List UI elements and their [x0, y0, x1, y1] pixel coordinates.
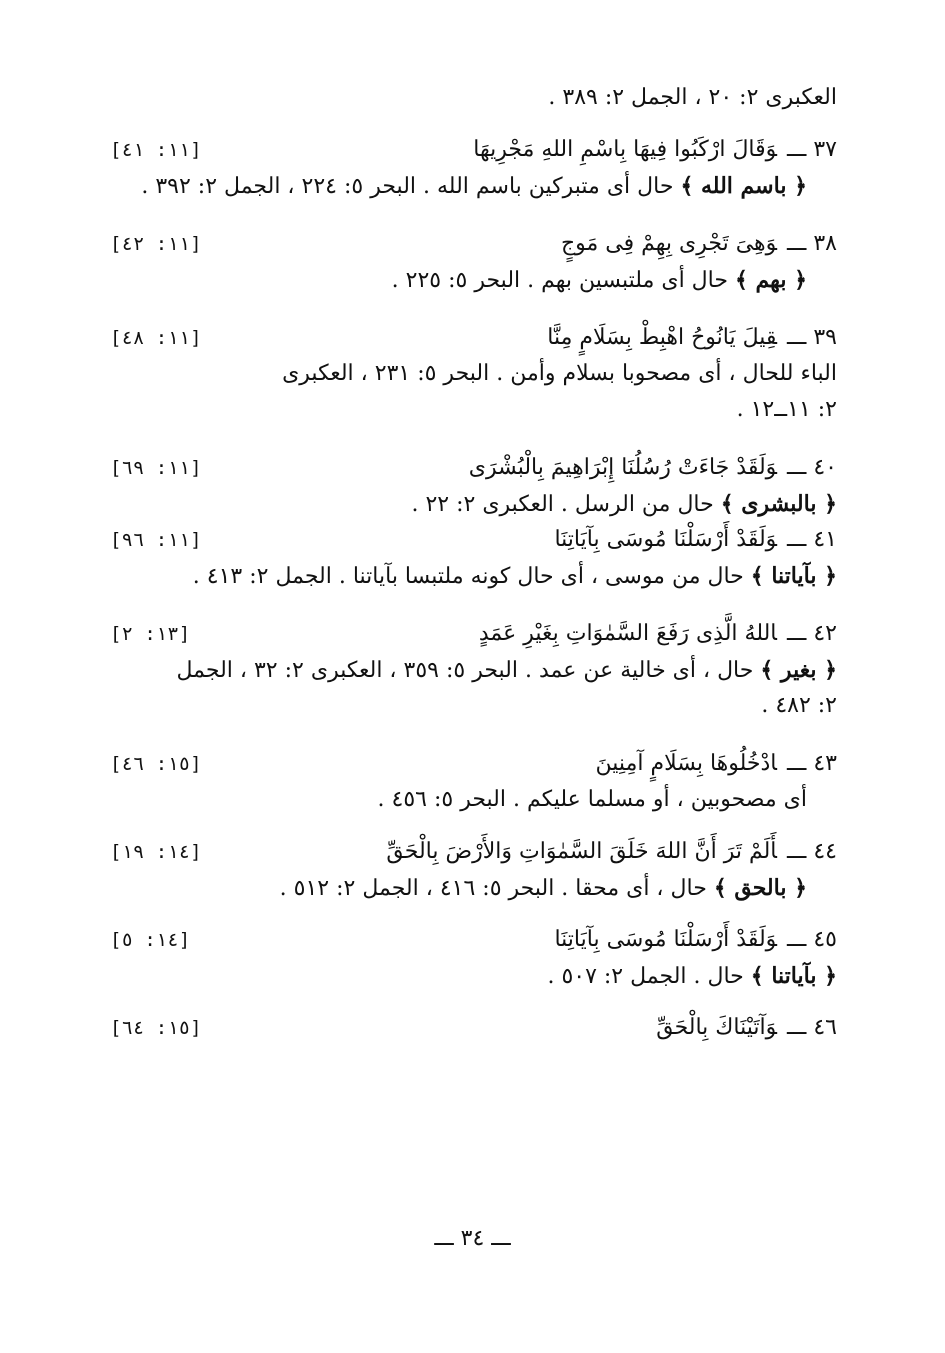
entry-number: ٣٩ ـــ: [787, 325, 837, 350]
verse-text: أَلَمْ تَرَ أَنَّ اللهَ خَلَقَ السَّمٰوَاتِ وَالأَرْضَ بِالْحَقِّ: [386, 839, 778, 864]
entry-number: ٣٧ ـــ: [787, 137, 837, 162]
entry-number: ٤١ ـــ: [787, 527, 837, 552]
verse-row: [110, 1010, 837, 1046]
entry-number: ٤٦ ـــ: [787, 1015, 837, 1040]
commentary-text: حال ، أى خالية عن عمد . البحر ٥: ٣٥٩ ، العكبرى ٢: ٣٢ ، الجمل: [176, 658, 754, 683]
entry-number: ٤٥ ـــ: [787, 927, 837, 952]
verse-reference: [١١: ٤٨]: [110, 327, 202, 349]
continuation-text: العكبرى ٢: ٢٠ ، الجمل ٢: ٣٨٩ .: [548, 85, 837, 110]
continuation-line: [110, 80, 837, 116]
commentary-text: الباء للحال ، أى مصحوبا بسلام وأمن . البحر ٥: ٢٣١ ، العكبرى: [282, 361, 837, 386]
entry-42: [110, 616, 837, 724]
keyword: ﴿ بالبشرى ﴾: [720, 491, 837, 517]
commentary-text: أى مصحوبين ، أو مسلما عليكم . البحر ٥: ٤٥٦ .: [377, 787, 807, 812]
entry-43: [110, 746, 837, 818]
verse-row: [110, 226, 837, 262]
entry-38: [110, 226, 837, 298]
commentary-line: [110, 356, 837, 392]
verse-row: [110, 132, 837, 168]
commentary-text: حال من موسى ، أى حال كونه ملتبسا بآياتنا . الجمل ٢: ٤١٣ .: [192, 564, 744, 589]
commentary-line: [110, 486, 837, 522]
entry-number: ٤٣ ـــ: [787, 751, 837, 776]
verse-row: [110, 922, 837, 958]
commentary-line: [110, 558, 837, 594]
verse-reference: [١١: ٦٩]: [110, 457, 202, 479]
entry-46: [110, 1010, 837, 1046]
keyword: ﴿ بآياتنا ﴾: [750, 963, 837, 989]
commentary-line: [110, 688, 837, 724]
entry-number: ٤٠ ـــ: [787, 455, 837, 480]
page-number: ـــ ٣٤ ـــ: [434, 1226, 511, 1251]
entry-39: [110, 320, 837, 428]
commentary-text: حال ، أى محقا . البحر ٥: ٤١٦ ، الجمل ٢: ٥١٢ .: [279, 876, 707, 901]
verse-row: [110, 320, 837, 356]
verse-reference: [١٣: ٢]: [110, 623, 191, 645]
verse-text: وَهِىَ تَجْرِى بِهِمْ فِى مَوجٍ: [560, 231, 778, 256]
verse-reference: [١٤: ٥]: [110, 929, 191, 951]
keyword: ﴿ بآياتنا ﴾: [750, 563, 837, 589]
page-body: [110, 80, 837, 1046]
commentary-line: [110, 652, 837, 688]
verse-row: [110, 746, 837, 782]
commentary-line: [110, 168, 837, 204]
commentary-text: ٢: ١١ــ١٢ .: [736, 397, 837, 422]
verse-row: [110, 450, 837, 486]
verse-text: وَلَقَدْ أَرْسَلْنَا مُوسَى بِآيَاتِنَا: [554, 527, 778, 552]
commentary-line: [110, 870, 837, 906]
entry-number: ٤٤ ـــ: [787, 839, 837, 864]
commentary-text: حال من الرسل . العكبرى ٢: ٢٢ .: [411, 492, 714, 517]
commentary-line: [110, 262, 837, 298]
entry-44: [110, 834, 837, 906]
verse-reference: [١٥: ٤٦]: [110, 753, 202, 775]
commentary-text: حال . الجمل ٢: ٥٠٧ .: [547, 964, 744, 989]
verse-reference: [١٥: ٦٤]: [110, 1017, 202, 1039]
commentary-text: ٢: ٤٨٢ .: [761, 693, 837, 718]
commentary-text: حال أى ملتبسين بهم . البحر ٥: ٢٢٥ .: [391, 268, 728, 293]
verse-reference: [١٤: ١٩]: [110, 841, 202, 863]
verse-reference: [١١: ٤١]: [110, 139, 202, 161]
commentary-line: [110, 958, 837, 994]
commentary-line: [110, 782, 837, 818]
entry-number: ٤٢ ـــ: [787, 621, 837, 646]
keyword: ﴿ بالحق ﴾: [713, 875, 807, 901]
keyword: ﴿ باسم الله ﴾: [680, 173, 807, 199]
entry-40: [110, 450, 837, 522]
verse-row: [110, 834, 837, 870]
entry-41: [110, 522, 837, 594]
keyword: ﴿ بغير ﴾: [760, 657, 837, 683]
entry-45: [110, 922, 837, 994]
verse-row: [110, 616, 837, 652]
verse-text: اللهُ الَّذِى رَفَعَ السَّمٰوَاتِ بِغَيْرِ عَمَدٍ: [478, 621, 778, 646]
keyword: ﴿ بهم ﴾: [734, 267, 807, 293]
verse-text: ادْخُلُوهَا بِسَلَامٍ آمِنِينَ: [595, 751, 778, 776]
verse-text: قِيلَ يَانُوحُ اهْبِطْ بِسَلَامٍ مِنَّا: [547, 325, 778, 350]
verse-text: وَقَالَ ارْكَبُوا فِيهَا بِاسْمِ اللهِ مَجْرِيهَا: [473, 137, 778, 162]
verse-text: وَلَقَدْ أَرْسَلْنَا مُوسَى بِآيَاتِنَا: [554, 927, 778, 952]
verse-reference: [١١: ٩٦]: [110, 529, 202, 551]
entry-37: [110, 132, 837, 204]
commentary-line: [110, 392, 837, 428]
verse-text: وَآتَيْنَاكَ بِالْحَقِّ: [656, 1015, 778, 1040]
verse-row: [110, 522, 837, 558]
commentary-text: حال أى متبركين باسم الله . البحر ٥: ٢٢٤ ، الجمل ٢: ٣٩٢ .: [141, 174, 674, 199]
verse-reference: [١١: ٤٢]: [110, 233, 202, 255]
verse-text: وَلَقَدْ جَاءَتْ رُسُلُنَا إِبْرَاهِيمَ بِالْبُشْرَى: [468, 455, 778, 480]
entry-number: ٣٨ ـــ: [787, 231, 837, 256]
